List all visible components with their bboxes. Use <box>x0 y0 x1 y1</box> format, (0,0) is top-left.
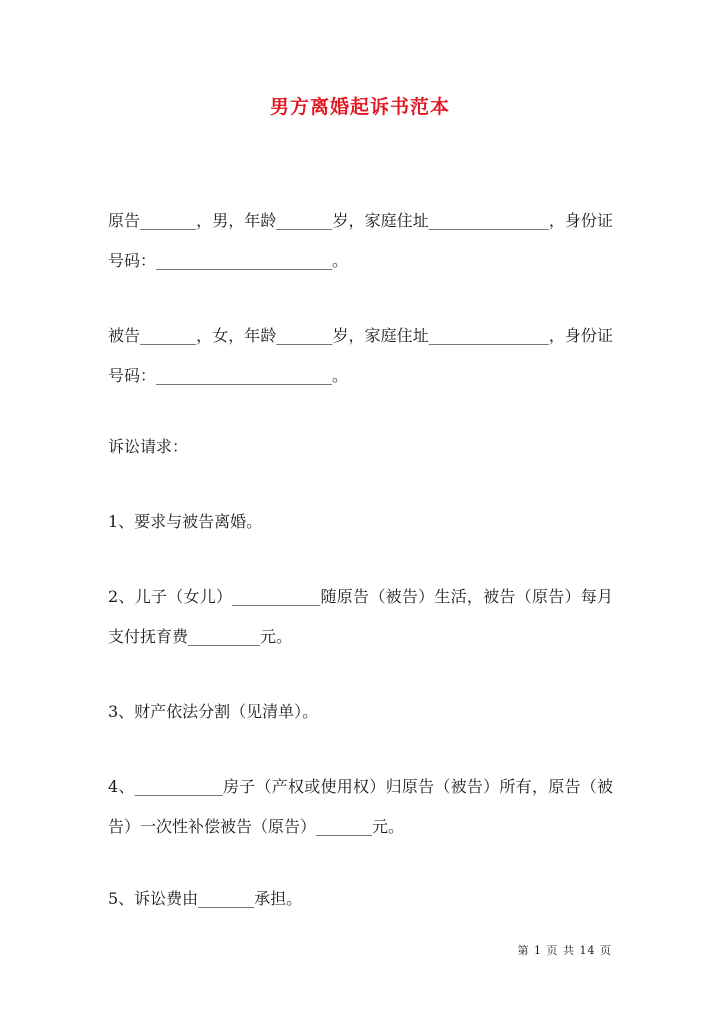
defendant-info-paragraph: 被告_______，女，年龄_______岁，家庭住址_______________，身份证号码：______________________。 <box>108 326 613 385</box>
claims-heading: 诉讼请求： <box>108 437 189 456</box>
document-title: 男方离婚起诉书范本 <box>269 96 450 118</box>
claim-item-5: 5、诉讼费由_______承担。 <box>108 889 303 908</box>
claim-item-1: 1、要求与被告离婚。 <box>108 512 263 531</box>
claim-item-2: 2、儿子（女儿）___________随原告（被告）生活，被告（原告）每月支付抚育费_________元。 <box>108 587 613 646</box>
plaintiff-info-paragraph: 原告_______，男，年龄_______岁，家庭住址_______________，身份证号码：______________________。 <box>108 211 613 270</box>
claim-item-4: 4、___________房子（产权或使用权）归原告（被告）所有，原告（被告）一次性补偿被告（原告）_______元。 <box>108 777 613 836</box>
page-number: 第 1 页 共 14 页 <box>517 944 612 957</box>
claim-item-3: 3、财产依法分割（见清单）。 <box>108 702 319 721</box>
